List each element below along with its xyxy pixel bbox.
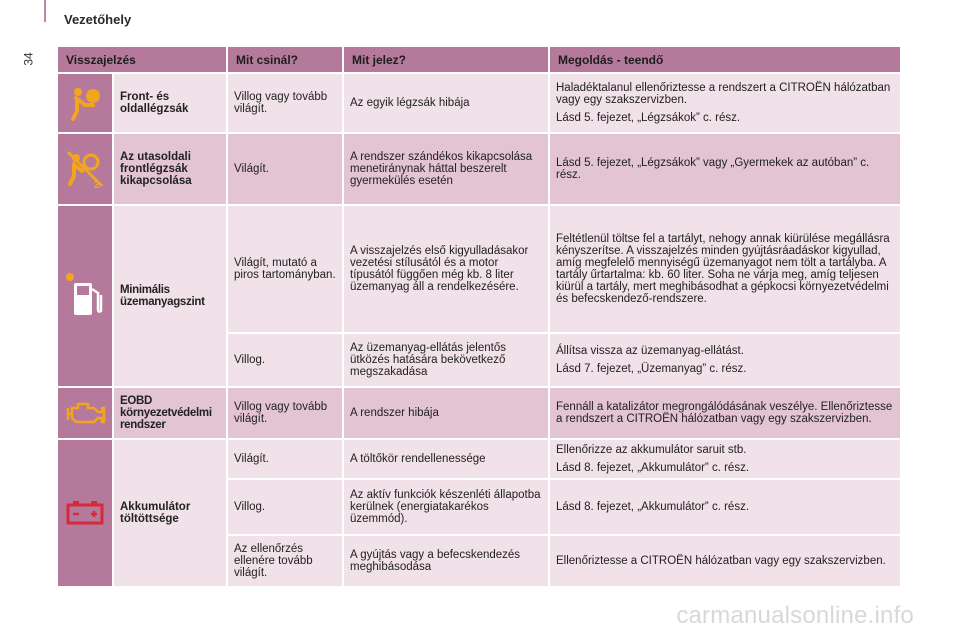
solution-cell — [550, 72, 902, 132]
indicator-name: Minimális üzemanyagszint — [114, 204, 228, 386]
table-row — [58, 72, 902, 132]
solution-cell — [550, 204, 902, 332]
col-header-indicator: Visszajelzés — [58, 47, 228, 72]
solution-text: Lásd 5. fejezet, „Légzsákok” vagy „Gyermekek az autóban” c. rész. — [556, 157, 870, 181]
meaning-cell: A töltőkör rendellenessége — [344, 438, 550, 478]
meaning-cell: A gyújtás vagy a befecskendezés meghibásodása — [344, 534, 550, 586]
action-cell: Villog. — [228, 332, 344, 386]
watermark: carmanualsonline.info — [676, 602, 914, 629]
table-row — [58, 132, 902, 204]
meaning-cell: A visszajelzés első kigyulladásakor vezetési stílusától és a motor típusától függően még kb. 8 liter üzemanyag áll a rendelkezésére. — [344, 204, 550, 332]
table-row — [58, 204, 902, 332]
side-bar — [44, 0, 46, 22]
col-header-meaning: Mit jelez? — [344, 47, 550, 72]
solution-cell — [550, 534, 902, 586]
airbag-icon-cell — [58, 72, 114, 132]
fuel-icon-cell — [58, 204, 114, 386]
meaning-cell: A rendszer szándékos kikapcsolása menetiránynak háttal beszerelt gyermekülés esetén — [344, 132, 550, 204]
action-cell: Világít, mutató a piros tartományban. — [228, 204, 344, 332]
action-cell: Az ellenőrzés ellenére tovább világít. — [228, 534, 344, 586]
action-cell: Villog vagy tovább világít. — [228, 386, 344, 438]
action-cell: Világít. — [228, 132, 344, 204]
solution-cell — [550, 386, 902, 438]
solution-cell — [550, 332, 902, 386]
action-cell: Villog vagy tovább világít. — [228, 72, 344, 132]
solution-text: Feltétlenül töltse fel a tartályt, nehogy annak kiürülése megállásra kényszerítse. A visszajelzés minden gyújtásráadáskor kigyullad, amíg megfelelő mennyiségű üzemanyagot nem tölt a tartályba. A tartály űrtartalma: kb. 60 liter. Soha ne várja meg, amíg teljesen kiürül a tartály, mert meghibásodhat a gépkocsi környezetvédelmi és befecskendező-rendszere. — [556, 233, 890, 305]
meaning-cell: Az egyik légzsák hibája — [344, 72, 550, 132]
engine-check-icon — [64, 398, 106, 428]
meaning-cell: A rendszer hibája — [344, 386, 550, 438]
meaning-cell: Az üzemanyag-ellátás jelentős ütközés hatására bekövetkező megszakadása — [344, 332, 550, 386]
col-header-solution: Megoldás - teendő — [550, 47, 902, 72]
table-header-row — [58, 47, 902, 72]
solution-cell — [550, 478, 902, 534]
svg-text:2: 2 — [94, 180, 100, 190]
indicator-name: Az utasoldali frontlégzsák kikapcsolása — [114, 132, 228, 204]
warning-lights-table — [58, 47, 902, 586]
passenger-airbag-off-icon — [64, 148, 106, 190]
page-title: Vezetőhely — [64, 12, 132, 27]
indicator-name: Akkumulátor töltöttsége — [114, 438, 228, 586]
action-cell: Világít. — [228, 438, 344, 478]
action-cell: Villog. — [228, 478, 344, 534]
solution-text: Állítsa vissza az üzemanyag-ellátást. — [556, 345, 744, 357]
table-row — [58, 386, 902, 438]
indicator-name: Front- és oldallégzsák — [114, 72, 228, 132]
indicator-name: EOBD környezetvédelmi rendszer — [114, 386, 228, 438]
solution-text: Haladéktalanul ellenőriztesse a rendszert a CITROËN hálózatban vagy egy szakszervizben. — [556, 82, 891, 106]
airbag-icon — [65, 83, 105, 123]
solution-text: Ellenőriztesse a CITROËN hálózatban vagy egy szakszervizben. — [556, 555, 886, 567]
solution-cell — [550, 438, 902, 478]
meaning-cell: Az aktív funkciók készenléti állapotba kerülnek (energiatakarékos üzemmód). — [344, 478, 550, 534]
page-number: 34 — [21, 52, 36, 66]
solution-cell — [550, 132, 902, 204]
table-row — [58, 438, 902, 478]
col-header-action: Mit csinál? — [228, 47, 344, 72]
solution-reference: Lásd 8. fejezet, „Akkumulátor” c. rész. — [556, 462, 750, 474]
solution-text: Fennáll a katalizátor megrongálódásának veszélye. Ellenőriztesse a rendszert a CITROËN hálózatban vagy egy szakszervizben. — [556, 401, 893, 425]
fuel-pump-icon — [64, 271, 108, 321]
engine-icon-cell — [58, 386, 114, 438]
battery-icon-cell — [58, 438, 114, 586]
solution-reference: Lásd 5. fejezet, „Légzsákok” c. rész. — [556, 112, 741, 124]
solution-text: Lásd 8. fejezet, „Akkumulátor” c. rész. — [556, 501, 750, 513]
airbag-off-icon-cell — [58, 132, 114, 204]
solution-reference: Lásd 7. fejezet, „Üzemanyag” c. rész. — [556, 363, 747, 375]
battery-icon — [64, 499, 106, 527]
solution-text: Ellenőrizze az akkumulátor saruit stb. — [556, 444, 747, 456]
